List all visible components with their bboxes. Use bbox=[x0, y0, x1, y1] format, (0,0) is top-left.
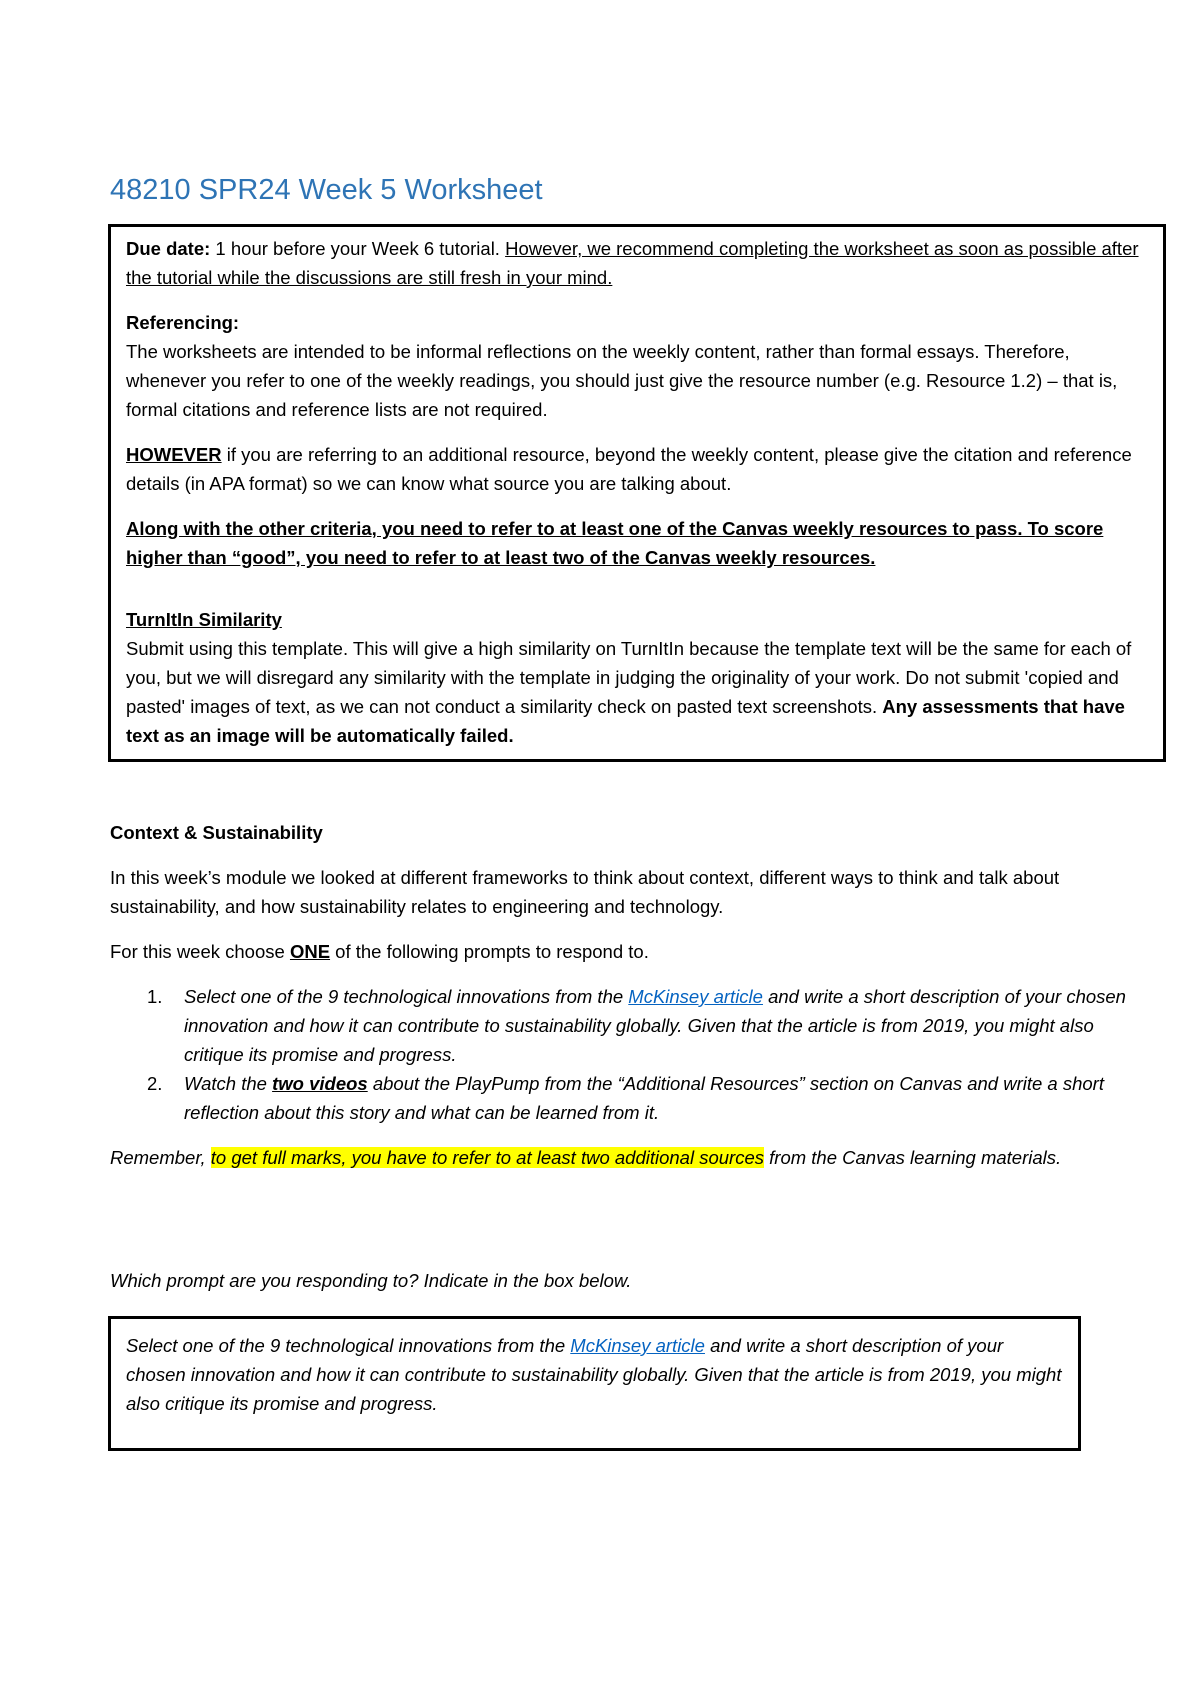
due-date-paragraph bbox=[126, 234, 1149, 292]
prompt-number: 2. bbox=[147, 1073, 163, 1094]
due-date-text: 1 hour before your Week 6 tutorial. bbox=[210, 238, 506, 259]
remember-pre: Remember, bbox=[110, 1147, 211, 1168]
section-intro: In this week’s module we looked at different frameworks to think about context, different ways to think and talk about sustainability, and how sustainability relates to engineering and technology. bbox=[110, 867, 1060, 917]
due-date-label: Due date: bbox=[126, 238, 211, 259]
turnitin-paragraph bbox=[126, 634, 1149, 750]
turnitin-text: Submit using this template. This will give a high similarity on TurnItIn because the template text will be the same for each of you, but we will disregard any similarity with the template in judging the originality of your work. Do not submit 'copied and pasted' images of text, as we can not conduct a similarity check on pasted text screenshots. bbox=[126, 638, 1132, 717]
however-label: HOWEVER bbox=[126, 444, 222, 465]
remember-highlight: to get full marks, you have to refer to at least two additional sources bbox=[210, 1147, 764, 1168]
answer-mckinsey-link[interactable]: McKinsey article bbox=[570, 1335, 705, 1356]
turnitin-warning: Any assessments that have text as an image will be automatically failed. bbox=[126, 696, 1125, 746]
choose-pre: For this week choose bbox=[110, 941, 290, 962]
prompt-item-2 bbox=[110, 1069, 1130, 1127]
remember-post: from the Canvas learning materials. bbox=[764, 1147, 1062, 1168]
criteria-paragraph: Along with the other criteria, you need to refer to at least one of the Canvas weekly resources to pass. To score higher than “good”, you need to refer to at least two of the Canvas weekly resources. bbox=[126, 518, 1104, 568]
prompt-list bbox=[110, 982, 1126, 1127]
prompt-number: 1. bbox=[147, 986, 163, 1007]
section-heading: Context & Sustainability bbox=[110, 822, 323, 843]
choose-instruction bbox=[110, 937, 1110, 966]
however-paragraph bbox=[126, 440, 1149, 498]
prompt-text: about the PlayPump from the “Additional Resources” section on Canvas and write a short reflection about this story and what can be learned from it. bbox=[184, 1073, 1104, 1123]
choose-one: ONE bbox=[289, 941, 331, 962]
prompt-text: Watch the bbox=[184, 1073, 273, 1094]
two-videos-emphasis: two videos bbox=[272, 1073, 368, 1094]
answer-text bbox=[126, 1331, 1064, 1418]
prompt-text: Select one of the 9 technological innovations from the bbox=[184, 986, 629, 1007]
referencing-heading: Referencing: bbox=[126, 312, 240, 333]
prompt-text: and write a short description of your chosen innovation and how it can contribute to sustainability globally. Given that the article is from 2019, you might also critique its promise and progress. bbox=[184, 986, 1126, 1065]
prompt-question: Which prompt are you responding to? Indicate in the box below. bbox=[110, 1270, 632, 1291]
answer-box[interactable] bbox=[108, 1316, 1081, 1451]
however-text: if you are referring to an additional resource, beyond the weekly content, please give the citation and reference details (in APA format) so we can know what source you are talking about. bbox=[126, 444, 1132, 494]
turnitin-heading: TurnItIn Similarity bbox=[126, 609, 282, 630]
due-date-recommendation: However, we recommend completing the worksheet as soon as possible after the tutorial while the discussions are still fresh in your mind. bbox=[126, 238, 1139, 288]
answer-post: and write a short description of your chosen innovation and how it can contribute to sustainability globally. Given that the article is from 2019, you might also critique its promise and progress. bbox=[126, 1335, 1062, 1414]
prompt-item-1 bbox=[110, 982, 1130, 1069]
context-section bbox=[110, 818, 1126, 1172]
answer-pre: Select one of the 9 technological innovations from the bbox=[126, 1335, 571, 1356]
mckinsey-article-link[interactable]: McKinsey article bbox=[628, 986, 763, 1007]
referencing-text: The worksheets are intended to be informal reflections on the weekly content, rather than formal essays. Therefore, whenever you refer to one of the weekly readings, you should just give the resource number (e.g. Resource 1.2) – that is, formal citations and reference lists are not required. bbox=[126, 341, 1118, 420]
instructions-box bbox=[108, 224, 1166, 762]
remember-note bbox=[110, 1143, 1110, 1172]
choose-post: of the following prompts to respond to. bbox=[330, 941, 649, 962]
document-title: 48210 SPR24 Week 5 Worksheet bbox=[110, 174, 543, 206]
